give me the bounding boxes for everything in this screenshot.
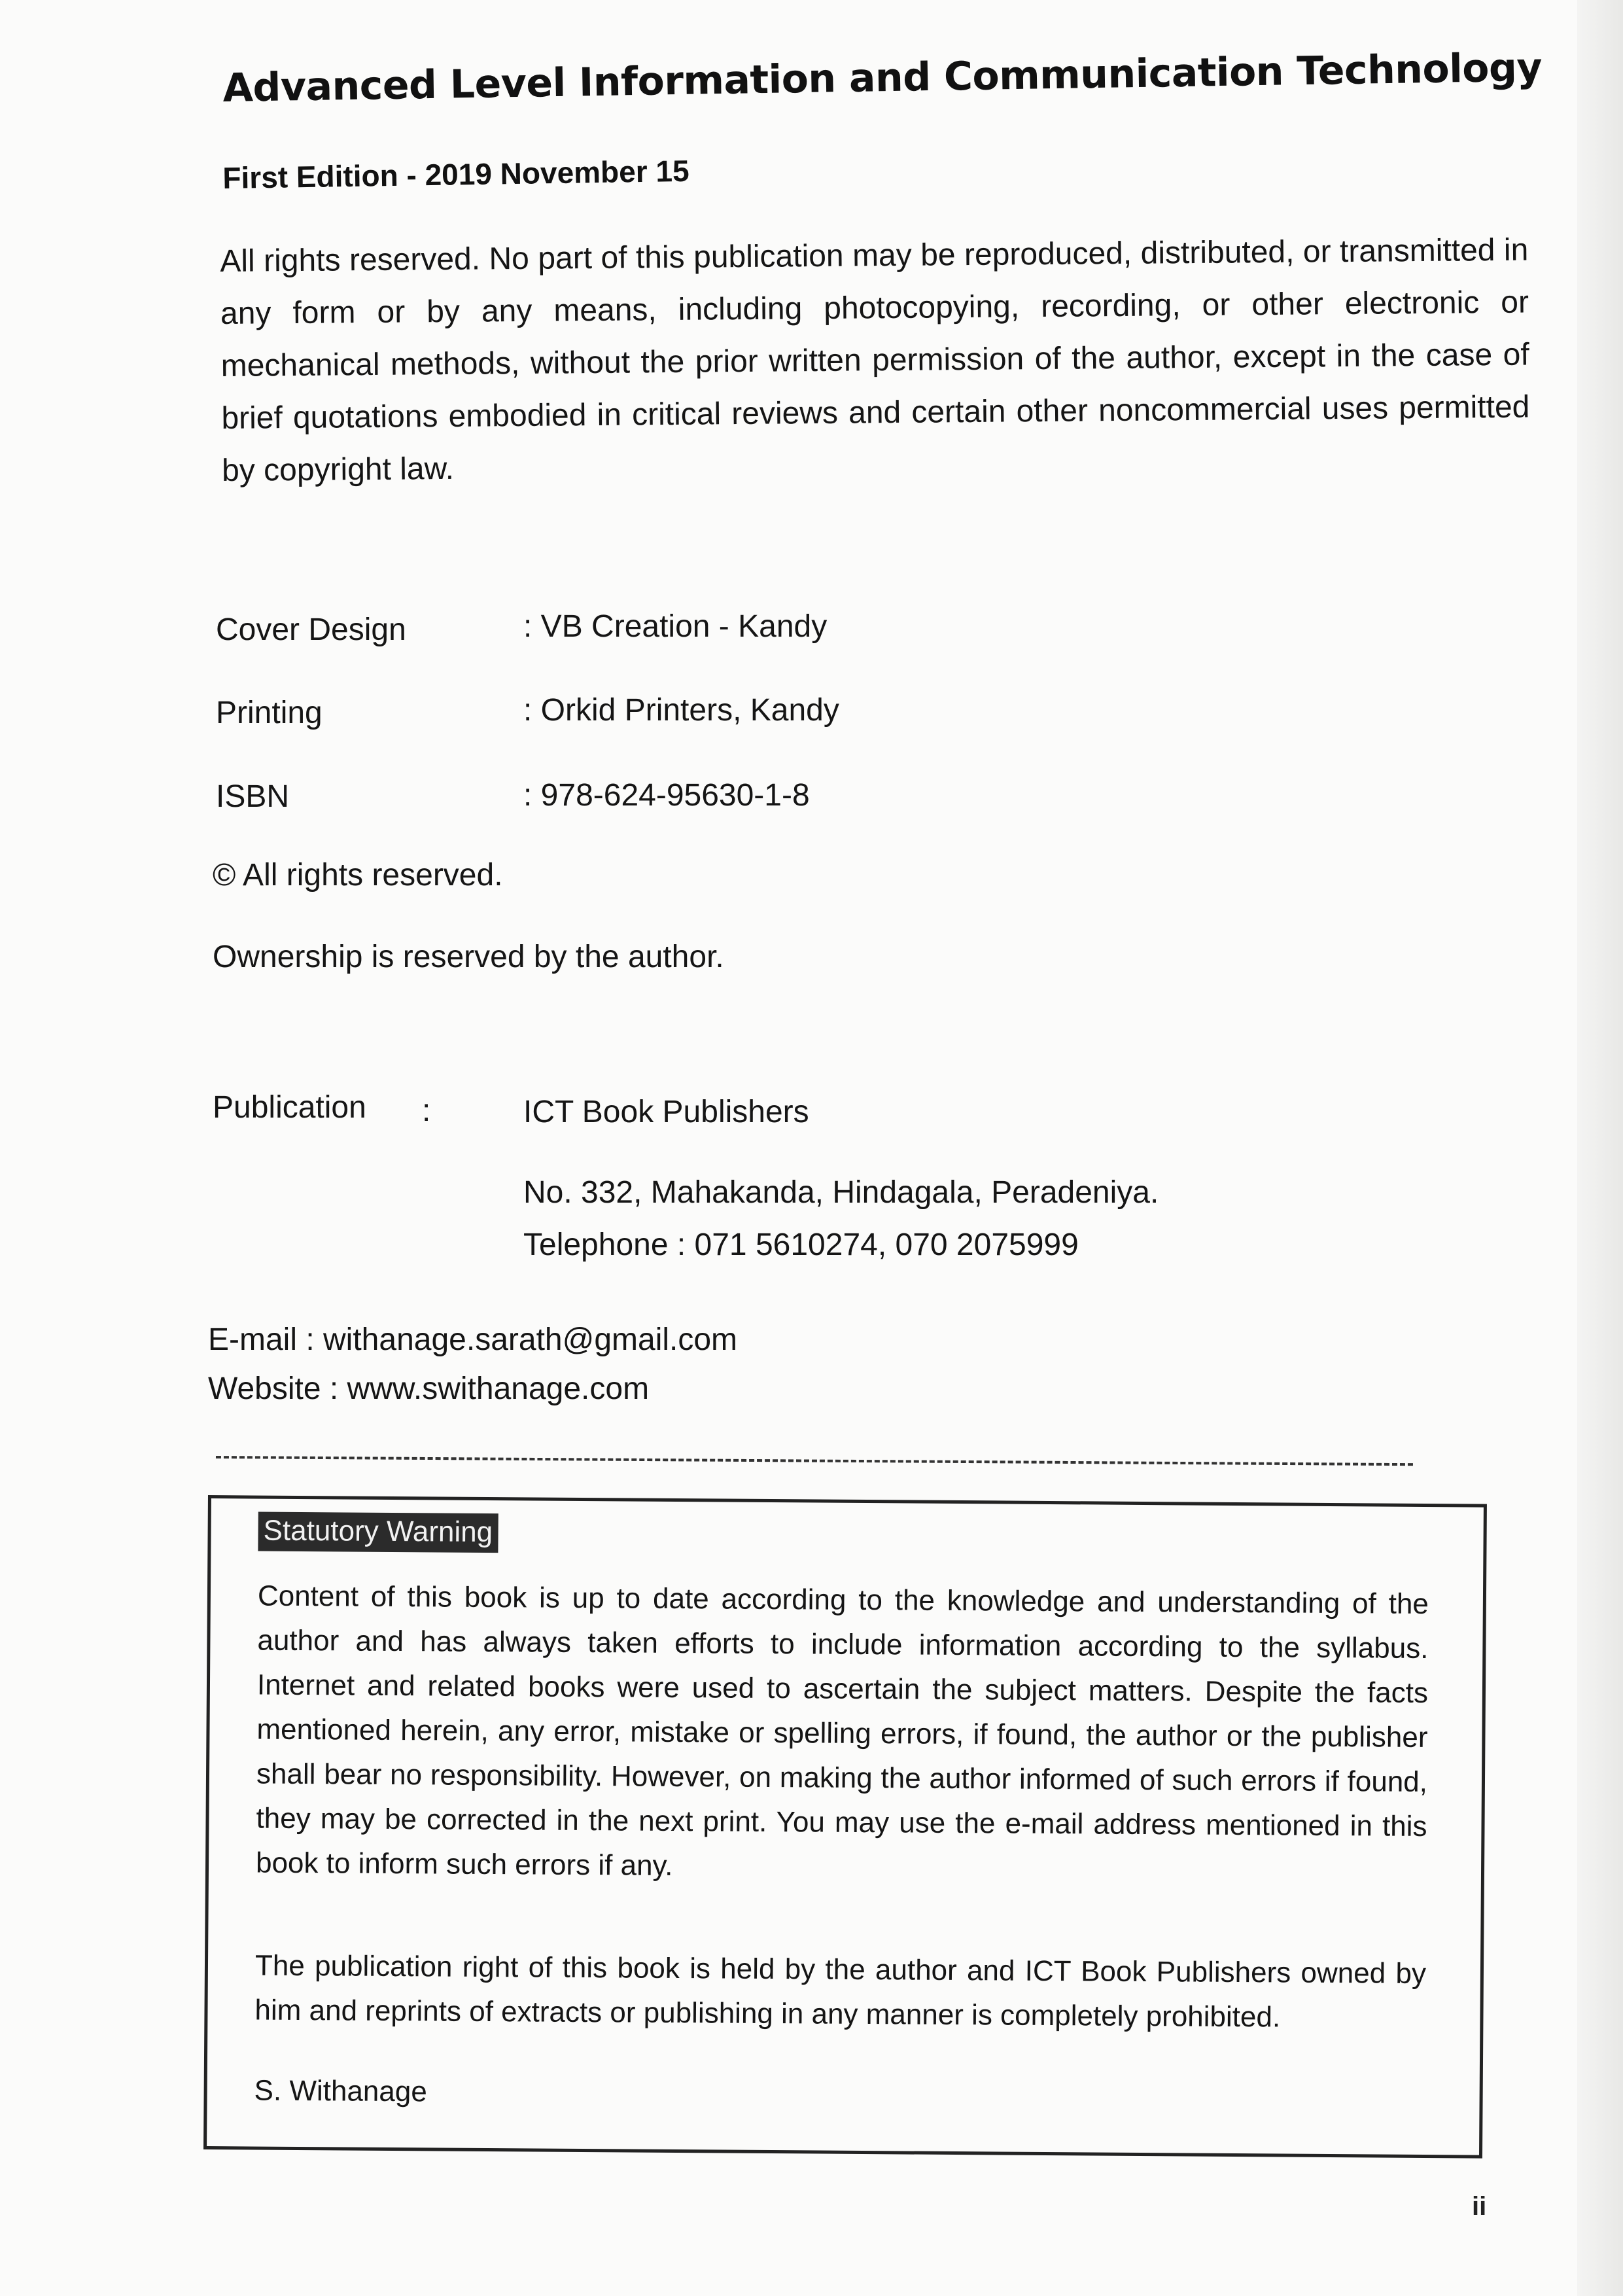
website-line: Website : www.swithanage.com [208, 1371, 650, 1406]
email-line: E-mail : withanage.sarath@gmail.com [208, 1322, 738, 1357]
ownership-line: Ownership is reserved by the author. [213, 940, 724, 974]
publisher-address: No. 332, Mahakanda, Hindagala, Peradeniya. [523, 1175, 1159, 1210]
cover-design-value: : VB Creation - Kandy [523, 609, 828, 644]
page-edge-shadow [1577, 0, 1623, 2296]
isbn-value: : 978-624-95630-1-8 [523, 778, 810, 813]
page-number: ii [1472, 2192, 1487, 2221]
publication-colon: : [422, 1093, 431, 1128]
publisher-name: ICT Book Publishers [523, 1095, 809, 1129]
book-title: Advanced Level Information and Communication Technology [222, 44, 1543, 111]
author-signature: S. Withanage [254, 2074, 427, 2108]
publisher-telephone: Telephone : 071 5610274, 070 2075999 [523, 1227, 1079, 1262]
dashed-separator [216, 1456, 1413, 1466]
rights-paragraph: All rights reserved. No part of this publication may be reproduced, distributed, or transmitted in any form or by any means, including photocopying, recording, or other electronic or mechanical methods, without the prior written permission of the author, except in the case of brief quotations embodied in critical reviews and certain other noncommercial uses permitted by copyright law. [220, 232, 1530, 488]
statutory-warning-box [203, 1495, 1487, 2159]
edition-line: First Edition - 2019 November 15 [222, 153, 689, 195]
copyright-line: © All rights reserved. [213, 858, 503, 892]
isbn-label: ISBN [216, 779, 290, 814]
warning-paragraph-1: Content of this book is up to date according to the knowledge and understanding of the author and has always taken efforts to include information according to the syllabus. Internet and related books were used to ascertain the subject matters. Despite the facts mentioned herein, any error, mistake or spelling errors, if found, the author or the publisher shall bear no responsibility. However, on making the author informed of such errors if found, they may be corrected in the next print. You may use the e-mail address mentioned in this book to inform such errors if any. [255, 1580, 1429, 1882]
publication-label: Publication [213, 1090, 366, 1125]
printing-value: : Orkid Printers, Kandy [523, 693, 839, 728]
cover-design-label: Cover Design [216, 612, 406, 647]
warning-heading: Statutory Warning [258, 1512, 498, 1553]
warning-paragraph-2: The publication right of this book is held by the author and ICT Book Publishers owned by him and reprints of extracts or publishing in any manner is completely prohibited. [254, 1949, 1427, 2034]
printing-label: Printing [216, 696, 323, 730]
